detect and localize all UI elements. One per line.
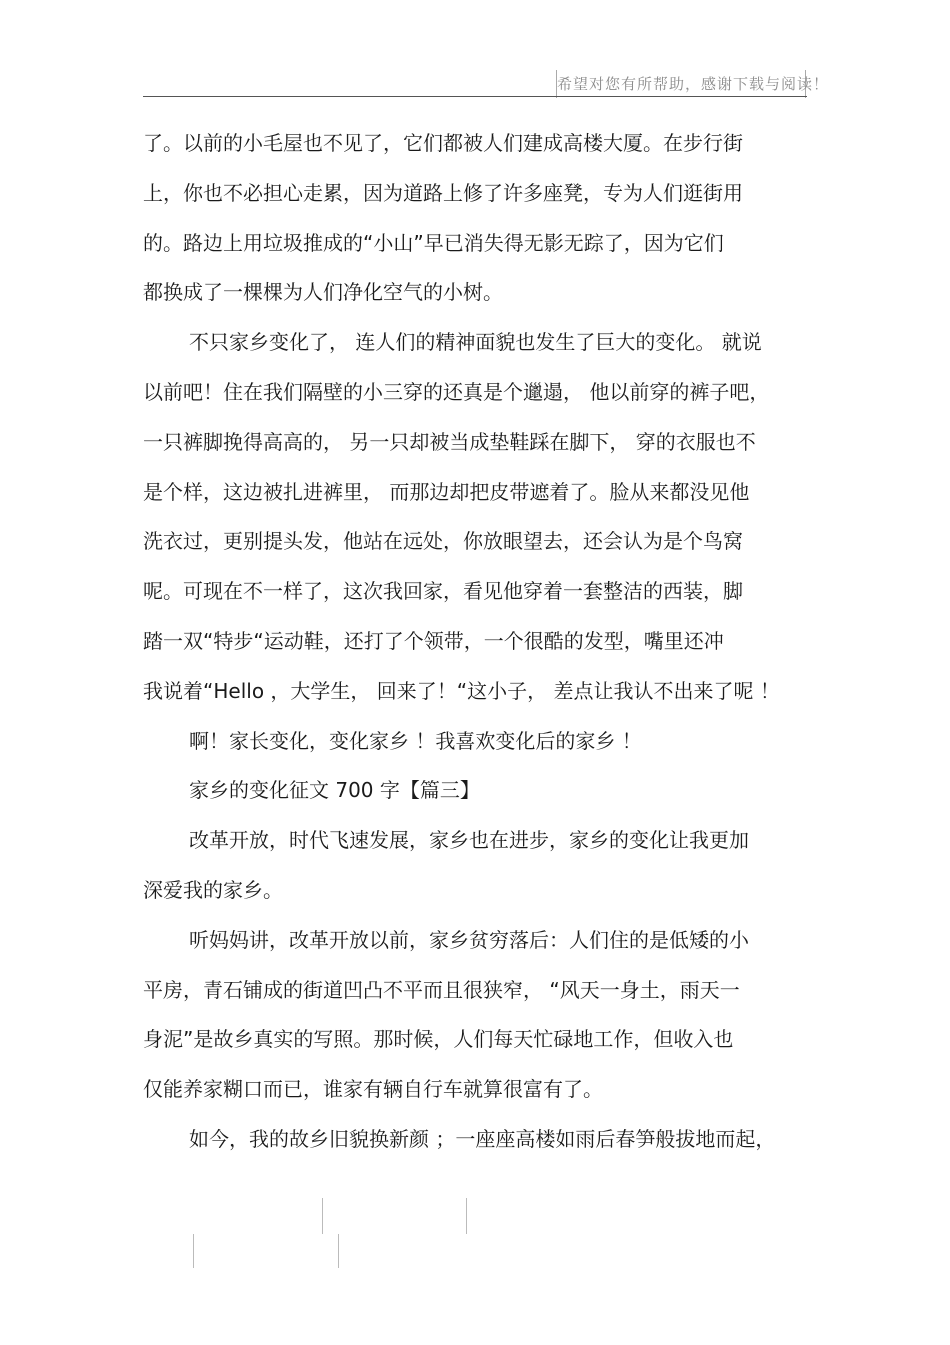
text-line: 了。以前的小毛屋也不见了，它们都被人们建成高楼大厦。在步行街 xyxy=(143,131,743,155)
text-line: 改革开放，时代飞速发展，家乡也在进步，家乡的变化让我更加 xyxy=(189,828,749,853)
text-line: 以前吧！住在我们隔壁的小三穿的还真是个邋遢， 他以前穿的裤子吧， xyxy=(143,380,770,404)
text-line: 听妈妈讲，改革开放以前，家乡贫穷落后：人们住的是低矮的小 xyxy=(189,927,749,952)
text-line: 都换成了一棵棵为人们净化空气的小树。 xyxy=(143,280,503,305)
text-line: 呢。可现在不一样了，这次我回家，看见他穿着一套整洁的西装，脚 xyxy=(143,579,743,604)
text-line: 我说着“Hello ，大学生， 回来了！“这小子， 差点让我认不出来了呢 ！ xyxy=(143,678,780,703)
text-line: 一只裤脚挽得高高的， 另一只却被当成垫鞋踩在脚下， 穿的衣服也不 xyxy=(143,429,756,454)
text-line: 洗衣过，更别提头发，他站在远处，你放眼望去，还会认为是个鸟窝 xyxy=(143,529,743,554)
divider-line xyxy=(338,1234,339,1268)
text-line: 上，你也不必担心走累，因为道路上修了许多座凳，专为人们逛街用 xyxy=(143,180,743,205)
divider-line xyxy=(322,1198,323,1234)
text-line: 是个样，这边被扎进裤里， 而那边却把皮带遮着了。脸从来都没见他 xyxy=(143,479,750,504)
header-rule xyxy=(143,96,807,97)
text-line: 啊！家长变化，变化家乡 ！我喜欢变化后的家乡 ！ xyxy=(189,728,642,753)
text-line: 仅能养家糊口而已，谁家有辆自行车就算很富有了。 xyxy=(143,1077,603,1102)
text-line: 如今，我的故乡旧貌换新颜 ；一座座高楼如雨后春笋般拔地而起， xyxy=(189,1127,776,1151)
header-text: 希望对您有所帮助，感谢下载与阅读！ xyxy=(556,70,806,98)
text-line: 的。路边上用垃圾推成的“小山”早已消失得无影无踪了，因为它们 xyxy=(143,230,724,255)
text-line: 家乡的变化征文 700 字【篇三】 xyxy=(189,778,480,803)
text-line: 不只家乡变化了， 连人们的精神面貌也发生了巨大的变化。 就说 xyxy=(189,330,762,355)
text-line: 身泥”是故乡真实的写照。那时候，人们每天忙碌地工作，但收入也 xyxy=(143,1027,734,1052)
text-line: 平房，青石铺成的街道凹凸不平而且很狭窄， “风天一身土，雨天一 xyxy=(143,977,740,1002)
text-line: 深爱我的家乡。 xyxy=(143,878,283,902)
divider-line xyxy=(466,1198,467,1234)
text-line: 踏一双“特步“运动鞋，还打了个领带，一个很酷的发型，嘴里还冲 xyxy=(143,629,724,653)
divider-line xyxy=(193,1234,194,1268)
